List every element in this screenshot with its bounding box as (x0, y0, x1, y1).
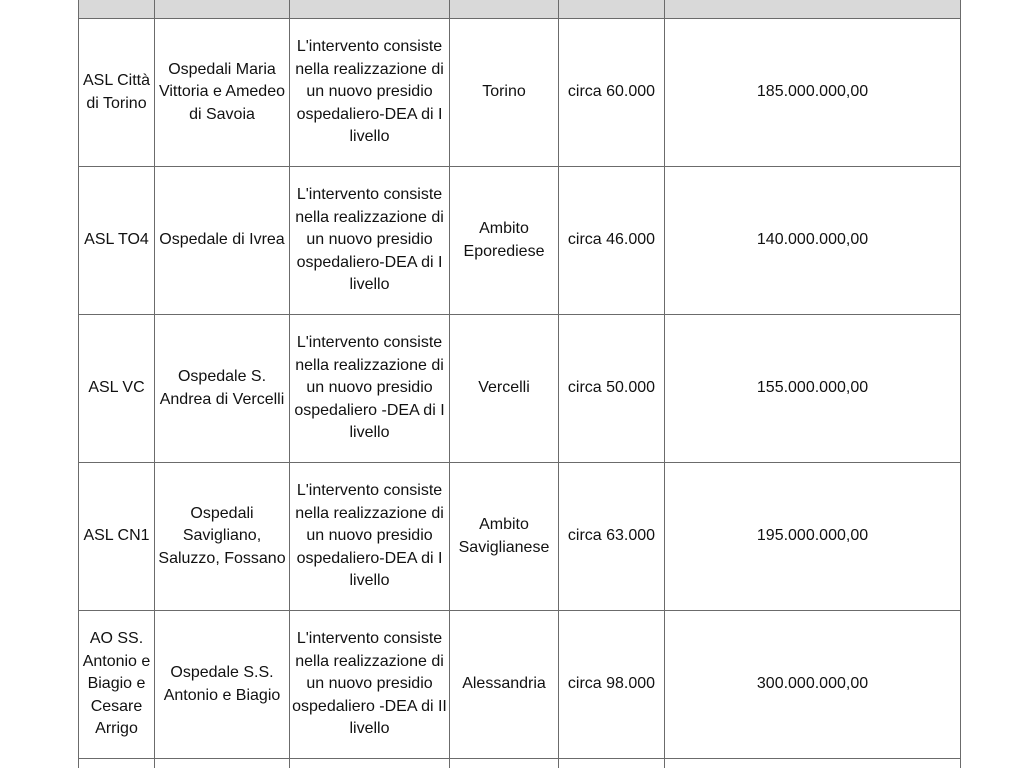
cell-ambito: Ambito Saviglianese (450, 463, 559, 611)
cell-presidio: Ospedale S.S. Antonio e Biagio (155, 611, 290, 759)
cell-presidio: Ospedali Savigliano, Saluzzo, Fossano (155, 463, 290, 611)
cell-asl: ASL Città di Torino (79, 19, 155, 167)
header-cell-bacino (559, 0, 665, 19)
cell-intervento: L'intervento consiste nella realizzazione di un nuovo presidio ospedaliero-DEA di I livello (290, 167, 450, 315)
cell-ambito: Ambito Eporediese (450, 167, 559, 315)
cell-asl: ASL CN1 (79, 463, 155, 611)
table-row (79, 315, 961, 463)
table-row (79, 167, 961, 315)
hospital-investments-table (78, 0, 961, 768)
cell-presidio: Ospedale di Ivrea (155, 167, 290, 315)
cell-intervento: L'intervento consiste nella realizzazione di un nuovo presidio ospedaliero-DEA di I livello (290, 463, 450, 611)
header-cell-ambito (450, 0, 559, 19)
cell-intervento: L'intervento consiste nella realizzazione di un nuovo presidio ospedaliero -DEA di II livello (290, 611, 450, 759)
cell-empty (155, 759, 290, 768)
cell-importo: 300.000.000,00 (665, 611, 961, 759)
header-cell-presidio (155, 0, 290, 19)
cell-bacino: circa 46.000 (559, 167, 665, 315)
cell-importo: 185.000.000,00 (665, 19, 961, 167)
cell-asl: AO SS. Antonio e Biagio e Cesare Arrigo (79, 611, 155, 759)
cell-bacino: circa 60.000 (559, 19, 665, 167)
table-row (79, 463, 961, 611)
cell-ambito: Vercelli (450, 315, 559, 463)
cell-importo: 155.000.000,00 (665, 315, 961, 463)
cell-presidio: Ospedali Maria Vittoria e Amedeo di Savoia (155, 19, 290, 167)
cell-empty (450, 759, 559, 768)
cell-ambito: Torino (450, 19, 559, 167)
cell-importo: 140.000.000,00 (665, 167, 961, 315)
table-header-row (79, 0, 961, 19)
cell-bacino: circa 98.000 (559, 611, 665, 759)
cell-intervento: L'intervento consiste nella realizzazione di un nuovo presidio ospedaliero-DEA di I livello (290, 19, 450, 167)
cell-bacino: circa 50.000 (559, 315, 665, 463)
table-row (79, 611, 961, 759)
table-row (79, 19, 961, 167)
hospital-investments-table-container (78, 0, 960, 768)
cell-asl: ASL TO4 (79, 167, 155, 315)
cell-ambito: Alessandria (450, 611, 559, 759)
header-cell-importo (665, 0, 961, 19)
cell-intervento: L'intervento consiste nella realizzazione di un nuovo presidio ospedaliero -DEA di I livello (290, 315, 450, 463)
header-cell-asl (79, 0, 155, 19)
cell-empty (665, 759, 961, 768)
cell-presidio: Ospedale S. Andrea di Vercelli (155, 315, 290, 463)
cell-empty (559, 759, 665, 768)
cell-bacino: circa 63.000 (559, 463, 665, 611)
cell-importo: 195.000.000,00 (665, 463, 961, 611)
cell-asl: ASL VC (79, 315, 155, 463)
table-row-partial (79, 759, 961, 768)
header-cell-intervento (290, 0, 450, 19)
cell-empty (79, 759, 155, 768)
cell-empty (290, 759, 450, 768)
